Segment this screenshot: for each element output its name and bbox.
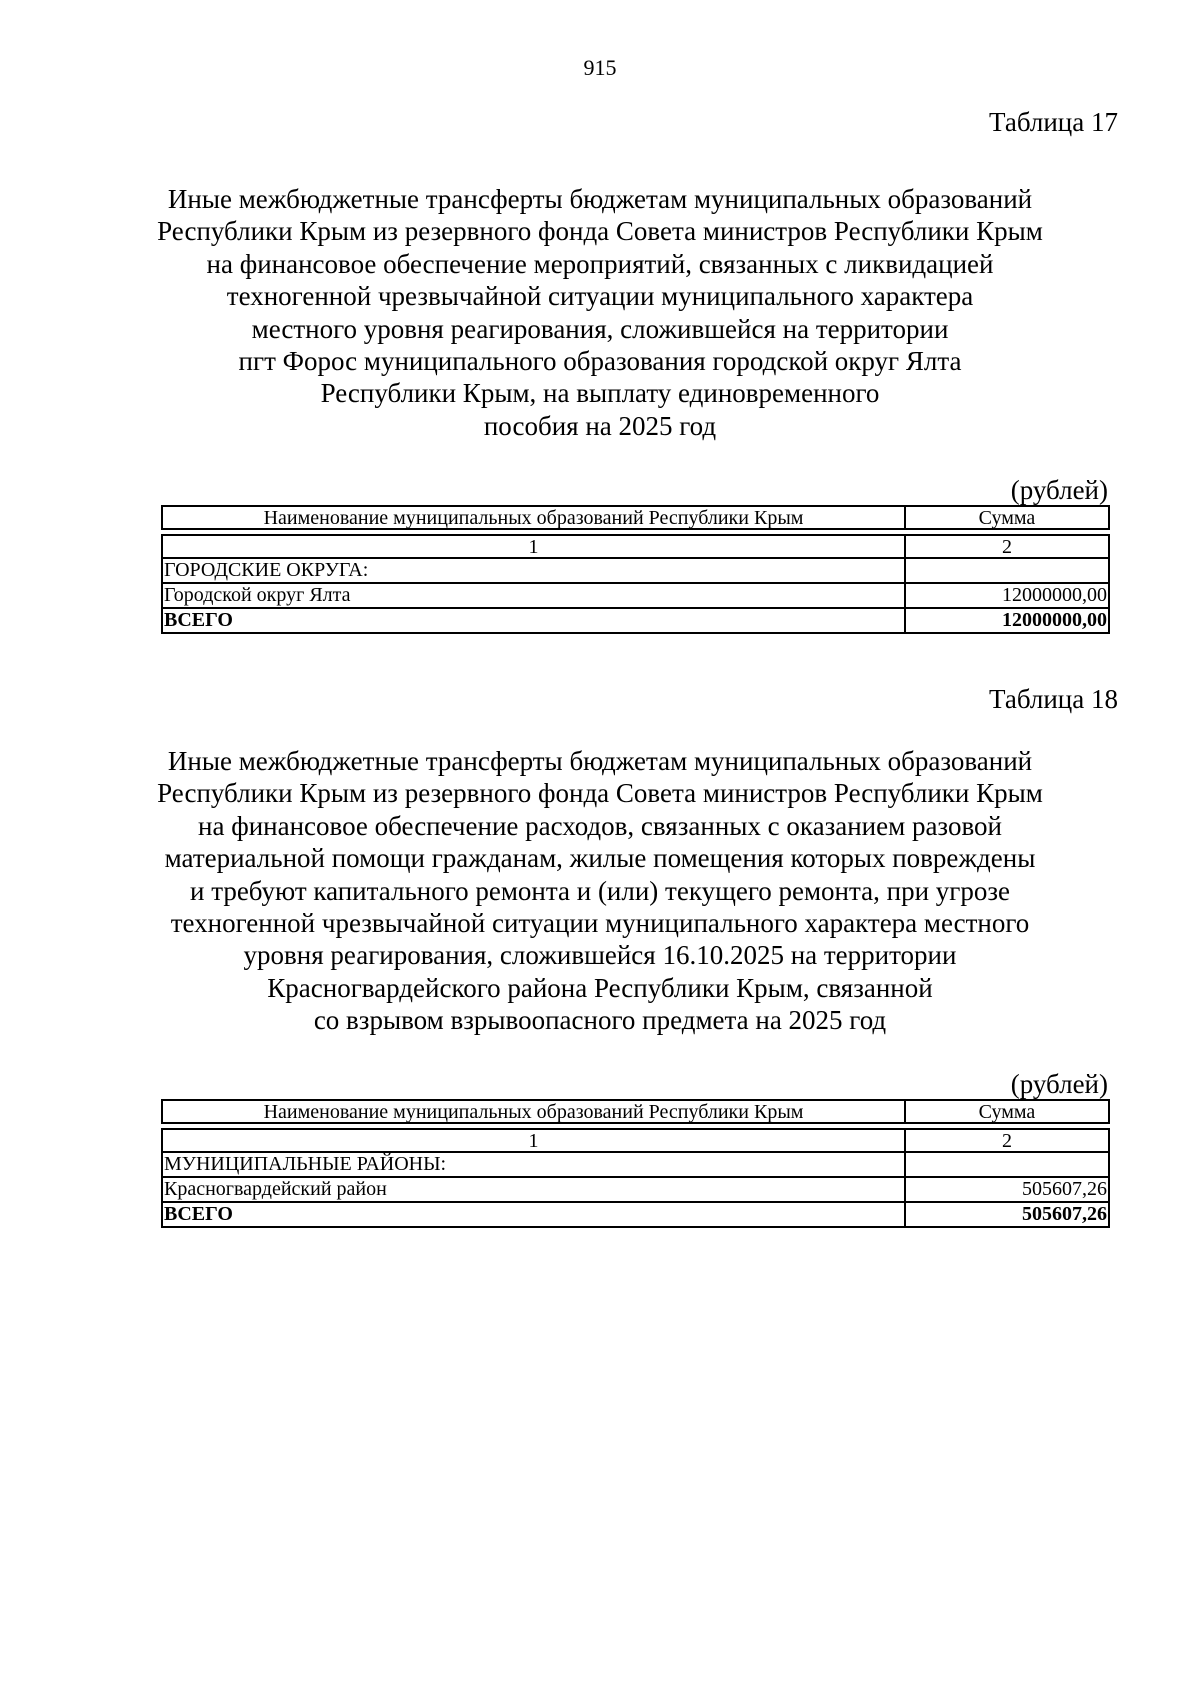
column-header-amount: Сумма [978, 507, 1036, 528]
heading-line: Республики Крым, на выплату единовременного [320, 378, 880, 409]
heading-line: уровня реагирования, сложившейся 16.10.2025 на территории [243, 940, 957, 971]
column-number-row [161, 1128, 1110, 1153]
column-header-name: Наименование муниципальных образований Республики Крым [163, 507, 906, 528]
heading-line: на финансовое обеспечение мероприятий, связанных с ликвидацией [206, 248, 994, 279]
row-amount [906, 559, 1108, 582]
heading-line: Красногвардейского района Республики Крым, связанной [267, 972, 933, 1003]
total-amount: 505607,26 [1022, 1203, 1107, 1225]
table-header-row [161, 505, 1110, 530]
table-18-heading [0, 745, 1200, 1037]
total-label: ВСЕГО [163, 609, 906, 632]
column-number-2: 2 [1002, 536, 1012, 557]
total-row [161, 609, 1110, 634]
table-18-label: Таблица 18 [989, 684, 1118, 714]
total-row [161, 1203, 1110, 1228]
heading-line: пгт Форос муниципального образования городской округ Ялта [238, 346, 962, 377]
row-name: МУНИЦИПАЛЬНЫЕ РАЙОНЫ: [163, 1153, 906, 1176]
row-amount: 505607,26 [1022, 1178, 1107, 1200]
column-header-amount: Сумма [978, 1101, 1036, 1122]
table-row [161, 559, 1110, 584]
heading-line: Иные межбюджетные трансферты бюджетам муниципальных образований [167, 184, 1033, 214]
column-header-name: Наименование муниципальных образований Республики Крым [163, 1101, 906, 1122]
heading-line: местного уровня реагирования, сложившейся на территории [251, 313, 949, 344]
table-row [161, 584, 1110, 609]
heading-line: техногенной чрезвычайной ситуации муниципального характера местного [170, 908, 1030, 939]
heading-line: Республики Крым из резервного фонда Совета министров Республики Крым [157, 778, 1043, 809]
column-number-2: 2 [1002, 1130, 1012, 1151]
heading-line: со взрывом взрывоопасного предмета на 2025 год [313, 1005, 887, 1036]
row-amount [906, 1153, 1108, 1176]
row-name: Городской округ Ялта [163, 584, 906, 607]
row-amount: 12000000,00 [1002, 584, 1107, 606]
heading-line: материальной помощи гражданам, жилые помещения которых повреждены [164, 843, 1036, 874]
column-number-1: 1 [163, 536, 906, 557]
total-amount: 12000000,00 [1002, 609, 1107, 631]
total-label: ВСЕГО [163, 1203, 906, 1226]
row-name: Красногвардейский район [163, 1178, 906, 1201]
heading-line: техногенной чрезвычайной ситуации муниципального характера [226, 281, 974, 312]
heading-line: Иные межбюджетные трансферты бюджетам муниципальных образований [167, 746, 1033, 776]
table-row [161, 1153, 1110, 1178]
heading-line: и требуют капитального ремонта и (или) текущего ремонта, при угрозе [190, 875, 1010, 906]
heading-line: на финансовое обеспечение расходов, связанных с оказанием разовой [198, 810, 1002, 841]
table-18-unit: (рублей) [1010, 1069, 1108, 1099]
table-row [161, 1178, 1110, 1203]
table-18 [161, 1099, 1110, 1228]
table-header-row [161, 1099, 1110, 1124]
page-number: 915 [583, 55, 617, 80]
heading-line: пособия на 2025 год [483, 410, 717, 441]
column-number-row [161, 534, 1110, 559]
column-number-1: 1 [163, 1130, 906, 1151]
table-17 [161, 505, 1110, 634]
row-name: ГОРОДСКИЕ ОКРУГА: [163, 559, 906, 582]
table-17-heading [0, 183, 1200, 442]
table-17-unit: (рублей) [1010, 475, 1108, 505]
heading-line: Республики Крым из резервного фонда Совета министров Республики Крым [157, 216, 1043, 247]
table-17-label: Таблица 17 [989, 107, 1118, 137]
